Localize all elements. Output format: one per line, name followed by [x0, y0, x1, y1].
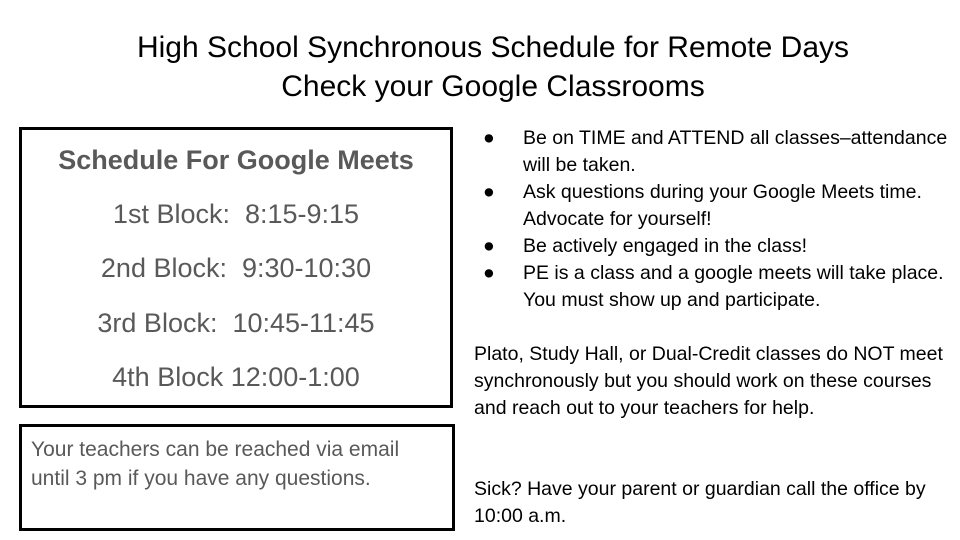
list-item	[483, 233, 953, 260]
title-line-1: High School Synchronous Schedule for Remote Days	[136, 31, 850, 64]
sick-note: Sick? Have your parent or guardian call the office by 10:00 a.m.	[474, 478, 926, 527]
schedule-box	[19, 127, 453, 408]
bullet-icon: ●	[483, 235, 495, 257]
async-classes-note: Plato, Study Hall, or Dual-Credit classes do NOT meet synchronously but you should work on these courses and reach out to your teachers for help.	[474, 343, 943, 419]
rule-text: PE is a class and a google meets will take place. You must show up and participate.	[523, 262, 944, 311]
bullet-icon: ●	[483, 127, 495, 149]
schedule-heading: Schedule For Google Meets	[58, 145, 414, 175]
bullet-icon: ●	[483, 181, 495, 203]
title-line-2: Check your Google Classrooms	[281, 70, 705, 103]
list-item	[483, 179, 953, 233]
block-4-time: 4th Block 12:00-1:00	[112, 362, 360, 392]
rule-text: Be actively engaged in the class!	[523, 235, 808, 257]
block-3-time: 3rd Block: 10:45-11:45	[97, 308, 375, 338]
rule-text: Ask questions during your Google Meets time. Advocate for yourself!	[523, 181, 922, 230]
list-item	[483, 260, 953, 314]
bullet-icon: ●	[483, 262, 495, 284]
block-1-time: 1st Block: 8:15-9:15	[112, 199, 360, 229]
contact-note-text: Your teachers can be reached via email until 3 pm if you have any questions.	[31, 438, 400, 490]
page-title	[0, 28, 960, 106]
contact-note-box	[19, 424, 455, 531]
list-item	[483, 125, 953, 179]
block-2-time: 2nd Block: 9:30-10:30	[100, 253, 372, 283]
rule-text: Be on TIME and ATTEND all classes–attendance will be taken.	[523, 127, 948, 176]
rules-list	[483, 125, 953, 314]
